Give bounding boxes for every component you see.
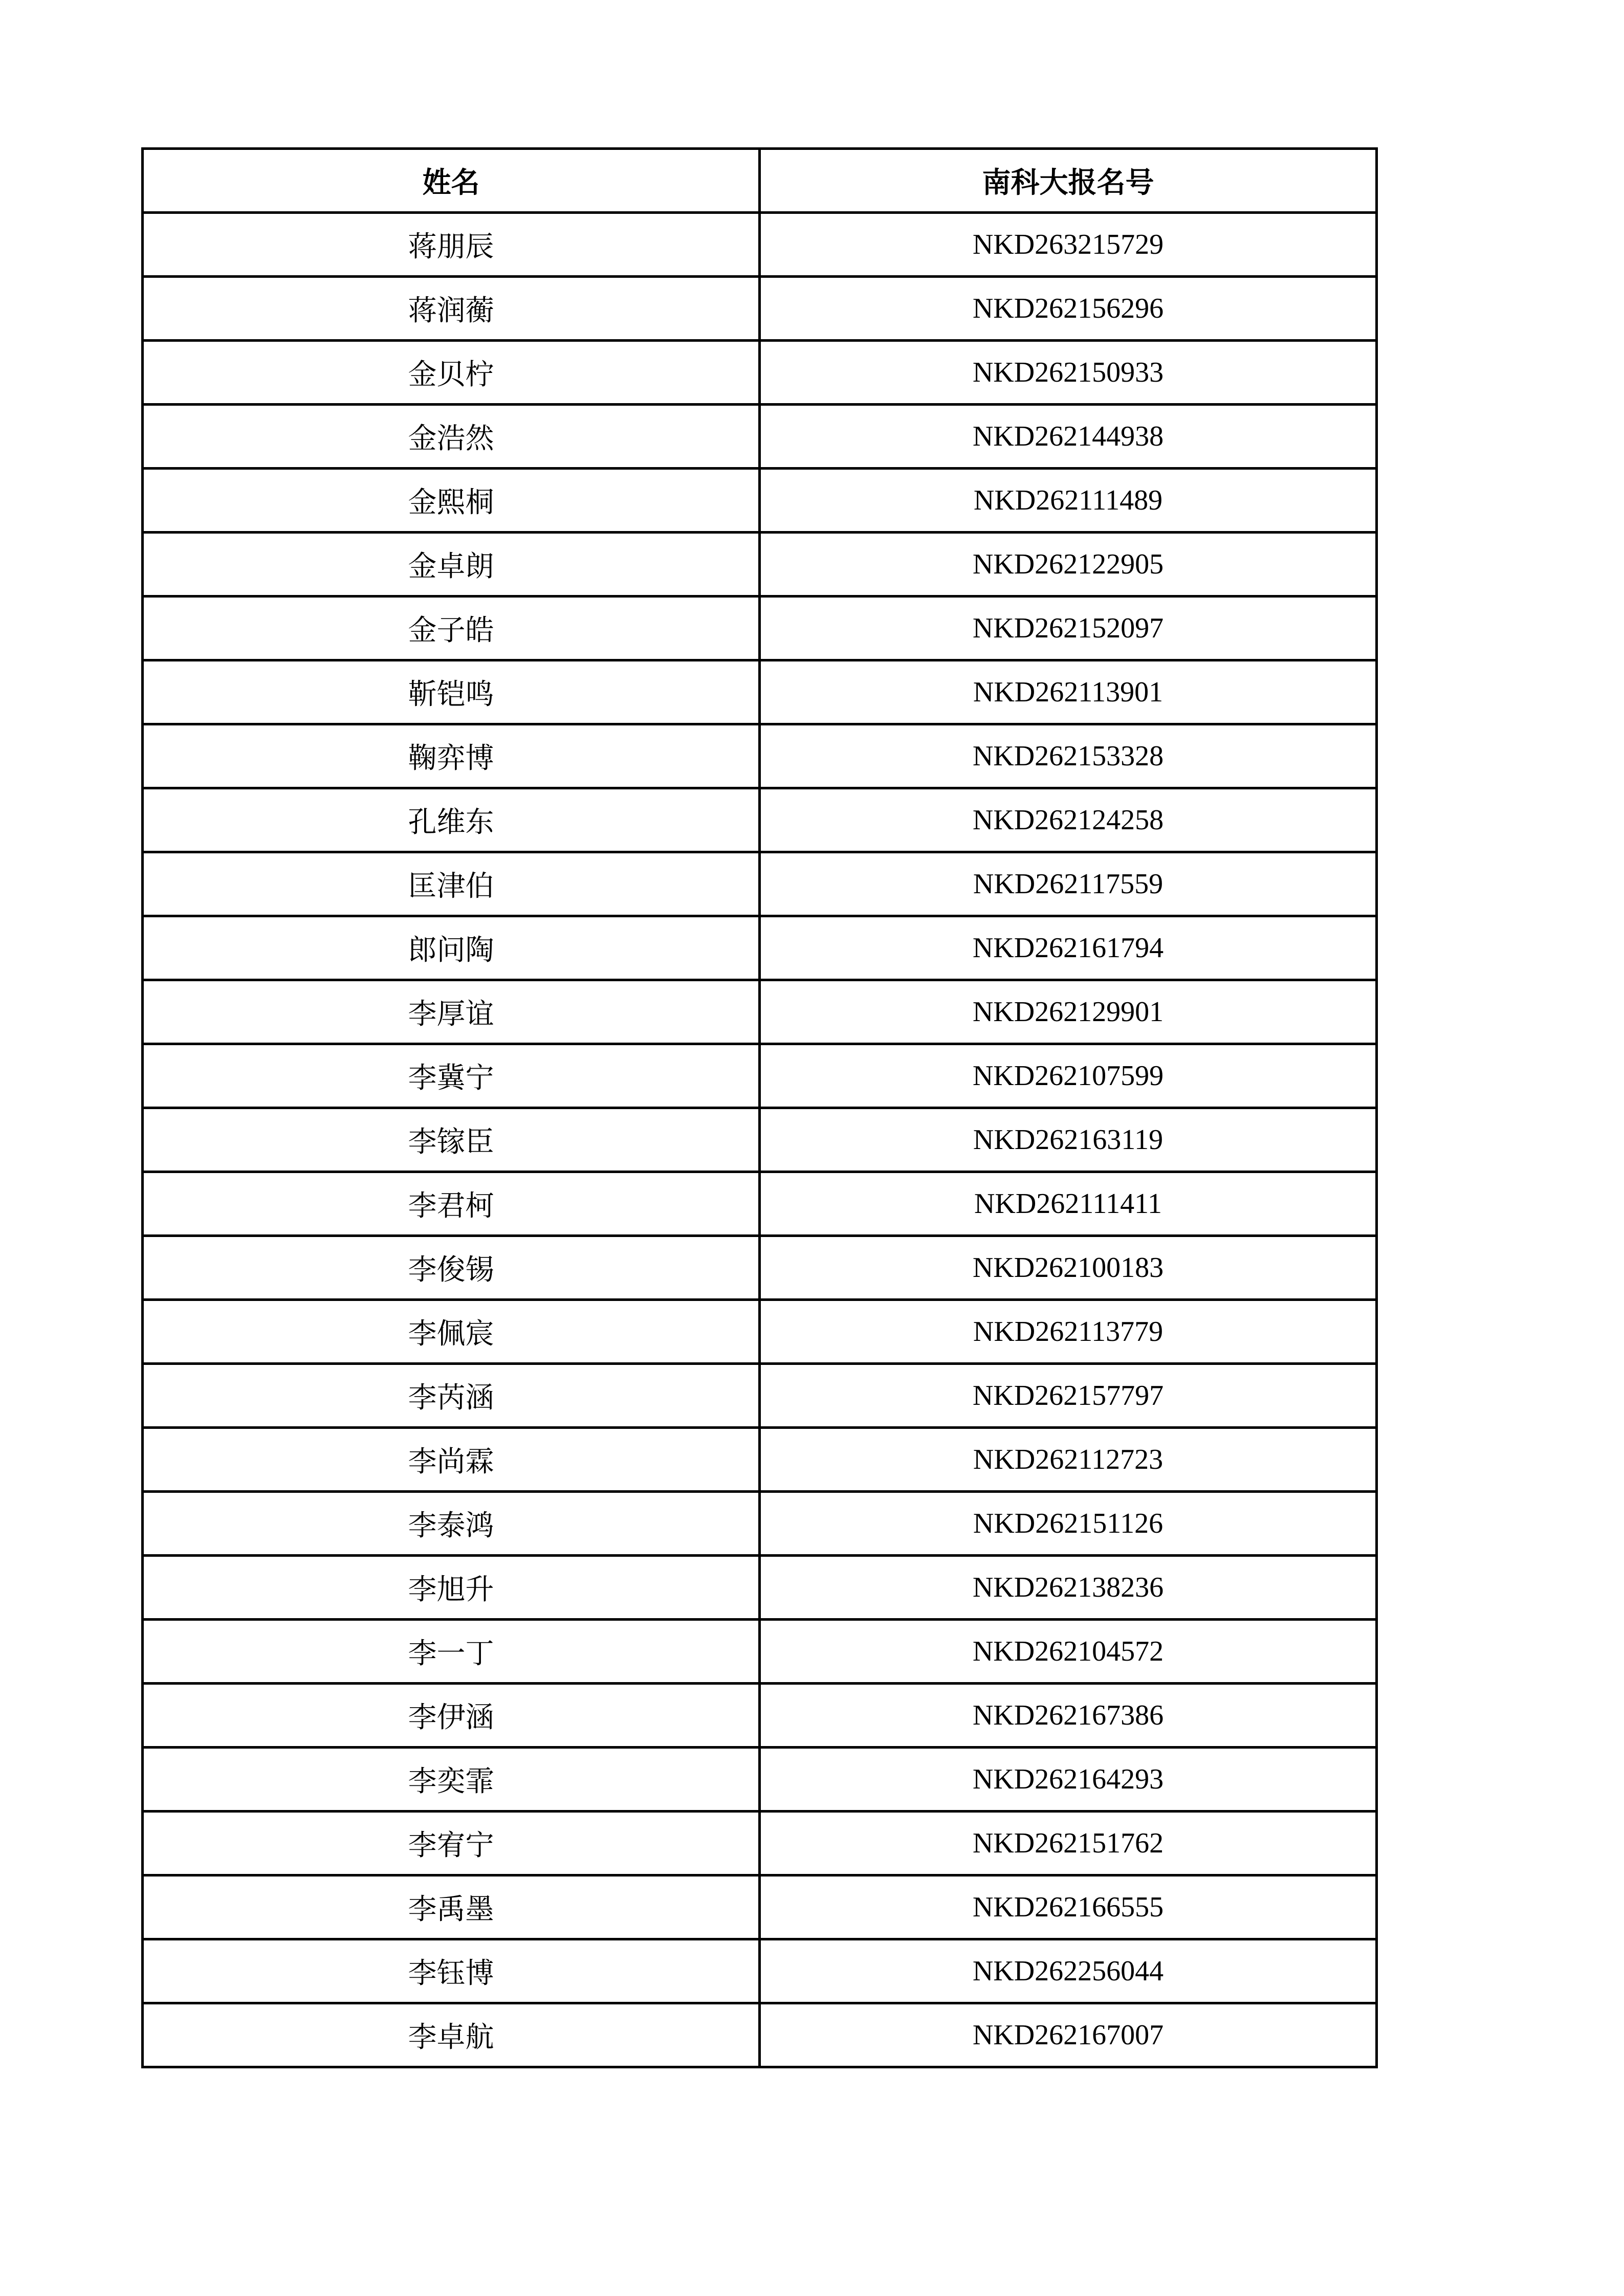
table-row [143,1684,1377,1748]
cell-name: 李佩宸 [143,1300,760,1364]
cell-name: 蒋润蘅 [143,277,760,341]
table-row [143,1300,1377,1364]
cell-registration-number: NKD262166555 [760,1875,1377,1939]
cell-registration-number: NKD262124258 [760,788,1377,852]
cell-registration-number: NKD262151762 [760,1812,1377,1875]
table-row [143,1748,1377,1812]
cell-name: 李伊涵 [143,1684,760,1748]
table-row [143,660,1377,724]
table-row [143,213,1377,277]
cell-name: 金贝柠 [143,341,760,405]
cell-name: 金熙桐 [143,469,760,533]
cell-name: 匡津伯 [143,852,760,916]
cell-registration-number: NKD262144938 [760,405,1377,469]
cell-registration-number: NKD262104572 [760,1620,1377,1684]
cell-registration-number: NKD262138236 [760,1556,1377,1620]
cell-name: 靳铠鸣 [143,660,760,724]
cell-registration-number: NKD262129901 [760,980,1377,1044]
table-header [143,149,1377,213]
cell-name: 李旭升 [143,1556,760,1620]
table-row [143,1556,1377,1620]
roster-table [141,147,1378,2068]
cell-registration-number: NKD262167007 [760,2003,1377,2067]
cell-registration-number: NKD262167386 [760,1684,1377,1748]
table-row [143,1044,1377,1108]
column-header-registration-number: 南科大报名号 [760,149,1377,213]
table-row [143,980,1377,1044]
table-row [143,1875,1377,1939]
cell-registration-number: NKD262153328 [760,724,1377,788]
cell-name: 孔维东 [143,788,760,852]
cell-registration-number: NKD262122905 [760,533,1377,597]
cell-registration-number: NKD262113901 [760,660,1377,724]
cell-name: 李禹墨 [143,1875,760,1939]
table-row [143,597,1377,660]
cell-registration-number: NKD262163119 [760,1108,1377,1172]
cell-registration-number: NKD262256044 [760,1939,1377,2003]
column-header-name: 姓名 [143,149,760,213]
table-row [143,1812,1377,1875]
cell-name: 李君柯 [143,1172,760,1236]
cell-registration-number: NKD262161794 [760,916,1377,980]
cell-name: 李钰博 [143,1939,760,2003]
table-body [143,213,1377,2067]
cell-name: 金浩然 [143,405,760,469]
cell-registration-number: NKD262113779 [760,1300,1377,1364]
cell-name: 鞠弈博 [143,724,760,788]
table-row [143,1428,1377,1492]
cell-name: 蒋朋辰 [143,213,760,277]
cell-name: 李厚谊 [143,980,760,1044]
cell-name: 李芮涵 [143,1364,760,1428]
cell-name: 金子皓 [143,597,760,660]
cell-registration-number: NKD262117559 [760,852,1377,916]
cell-registration-number: NKD262100183 [760,1236,1377,1300]
table-row [143,533,1377,597]
cell-name: 李镓臣 [143,1108,760,1172]
table-row [143,1492,1377,1556]
cell-name: 李卓航 [143,2003,760,2067]
table-row [143,1939,1377,2003]
cell-registration-number: NKD263215729 [760,213,1377,277]
cell-name: 李一丁 [143,1620,760,1684]
cell-name: 金卓朗 [143,533,760,597]
cell-registration-number: NKD262111411 [760,1172,1377,1236]
cell-registration-number: NKD262164293 [760,1748,1377,1812]
cell-registration-number: NKD262150933 [760,341,1377,405]
table-row [143,788,1377,852]
cell-registration-number: NKD262112723 [760,1428,1377,1492]
table-row [143,1172,1377,1236]
cell-registration-number: NKD262111489 [760,469,1377,533]
table-row [143,405,1377,469]
cell-name: 李冀宁 [143,1044,760,1108]
cell-name: 李泰鸿 [143,1492,760,1556]
table-row [143,1236,1377,1300]
table-row [143,1620,1377,1684]
cell-name: 李俊锡 [143,1236,760,1300]
header-row [143,149,1377,213]
cell-registration-number: NKD262152097 [760,597,1377,660]
table-row [143,2003,1377,2067]
cell-registration-number: NKD262107599 [760,1044,1377,1108]
cell-name: 郎问陶 [143,916,760,980]
table-row [143,277,1377,341]
table-row [143,1364,1377,1428]
cell-registration-number: NKD262151126 [760,1492,1377,1556]
table-row [143,724,1377,788]
cell-registration-number: NKD262156296 [760,277,1377,341]
table-row [143,341,1377,405]
cell-name: 李奕霏 [143,1748,760,1812]
table-row [143,469,1377,533]
table-row [143,852,1377,916]
table-row [143,1108,1377,1172]
cell-registration-number: NKD262157797 [760,1364,1377,1428]
cell-name: 李尚霖 [143,1428,760,1492]
table-row [143,916,1377,980]
cell-name: 李宥宁 [143,1812,760,1875]
